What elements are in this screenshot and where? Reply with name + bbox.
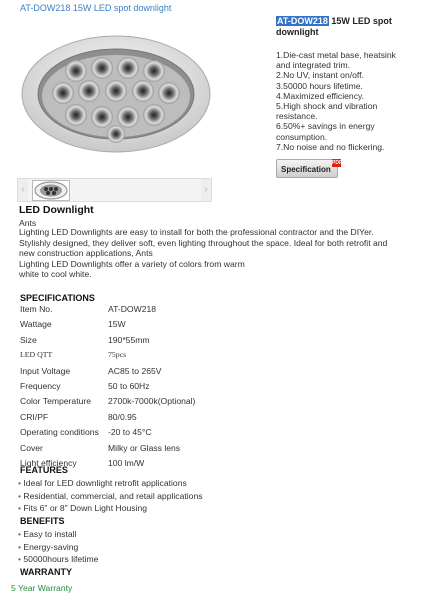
summary-feature: 1.Die-cast metal base, heatsink [276, 50, 396, 60]
spec-row [20, 443, 308, 458]
spec-value: -20 to 45°C [108, 427, 152, 438]
prev-arrow-icon[interactable]: ‹ [18, 179, 28, 201]
description-line: Lighting LED Downlights are easy to install for both the professional contractor and the DIYer. [19, 227, 374, 237]
summary-title-line2: downlight [276, 27, 319, 37]
benefit-item: • Energy-saving [18, 541, 98, 554]
spec-value: Milky or Glass lens [108, 442, 181, 453]
spec-key: LED QTT [20, 350, 53, 360]
spec-value: 2700k-7000k(Optional) [108, 396, 196, 407]
spec-value: 80/0.95 [108, 411, 137, 422]
description-line: Lighting LED Downlights offer a variety of colors from warm [19, 258, 245, 269]
summary-feature: 7.No noise and no flickering. [276, 141, 385, 152]
spec-key: Item No. [20, 304, 53, 314]
next-arrow-icon[interactable]: › [201, 179, 211, 201]
thumbnail-image[interactable] [32, 180, 70, 201]
product-summary [276, 16, 436, 152]
product-description [19, 227, 429, 280]
summary-model: AT-DOW218 [277, 16, 328, 26]
spec-value: 190*55mm [108, 334, 150, 345]
benefit-item: • 50000hours lifetime [18, 553, 98, 566]
thumbnail-strip [17, 178, 212, 202]
warranty-heading: WARRANTY [20, 567, 72, 577]
feature-item: • Residential, commercial, and retail applications [18, 490, 203, 503]
summary-title-rest: 15W LED spot [328, 16, 392, 26]
description-line: new construction applications, Ants [19, 248, 153, 258]
spec-value: AT-DOW218 [108, 304, 157, 314]
product-title-link[interactable]: AT-DOW218 15W LED spot downlight [20, 3, 172, 13]
summary-title [276, 16, 436, 38]
benefits-heading: BENEFITS [20, 516, 65, 526]
spec-value: 15W [108, 319, 126, 330]
spec-value: 50 to 60Hz [108, 380, 150, 391]
spec-row [20, 304, 308, 319]
summary-feature-list [276, 50, 436, 152]
summary-feature: 4.Maximized efficiency. [276, 90, 365, 101]
specification-button[interactable] [276, 159, 342, 178]
spec-key: Operating conditions [20, 427, 99, 438]
spec-key: Light efficiency [20, 457, 77, 468]
summary-feature: 5.High shock and vibration [276, 101, 378, 112]
specification-button-label: Specification [281, 165, 331, 174]
product-brand: Ants [19, 218, 37, 228]
spec-key: Input Voltage [20, 365, 71, 376]
summary-feature: consumption. [276, 131, 328, 142]
spec-row [20, 335, 308, 350]
spec-row [20, 319, 308, 334]
spec-row [20, 350, 308, 365]
spec-key: Color Temperature [20, 396, 92, 407]
benefits-list [18, 528, 98, 566]
summary-feature: 2.No UV, instant on/off. [276, 70, 364, 81]
features-list [18, 477, 203, 515]
product-image [18, 16, 213, 176]
description-line: white to cool white. [19, 269, 92, 279]
summary-feature: 3.50000 hours lifetime. [276, 80, 363, 91]
spec-key: Wattage [20, 319, 52, 330]
spec-row [20, 412, 308, 427]
specifications-heading: SPECIFICATIONS [20, 293, 95, 303]
spec-row [20, 427, 308, 442]
pdf-icon: PDF [332, 160, 342, 166]
benefit-item: • Easy to install [18, 528, 98, 541]
spec-value: 100 lm/W [108, 457, 145, 468]
warranty-text: 5 Year Warranty [11, 583, 73, 593]
spec-key: Frequency [20, 380, 61, 391]
spec-row [20, 366, 308, 381]
feature-item: • Ideal for LED downlight retrofit applications [18, 477, 203, 490]
feature-item: • Fits 6" or 8" Down Light Housing [18, 502, 203, 515]
summary-feature: resistance. [276, 111, 318, 122]
product-name: LED Downlight [19, 204, 94, 216]
spec-row [20, 396, 308, 411]
description-line: Stylishly designed, they deliver soft, even lighting throughout the space. Ideal for both retrofit and [19, 237, 388, 248]
spec-value: 75pcs [108, 350, 127, 360]
spec-key: Size [20, 334, 37, 345]
spec-key: CRI/PF [20, 411, 49, 422]
features-heading: FEATURES [20, 465, 68, 475]
summary-feature: 6.50%+ savings in energy [276, 121, 375, 132]
spec-row [20, 381, 308, 396]
spec-value: AC85 to 265V [108, 365, 162, 376]
specifications-table [20, 304, 308, 473]
summary-feature: and integrated trim. [276, 60, 351, 71]
spec-key: Cover [20, 442, 43, 453]
